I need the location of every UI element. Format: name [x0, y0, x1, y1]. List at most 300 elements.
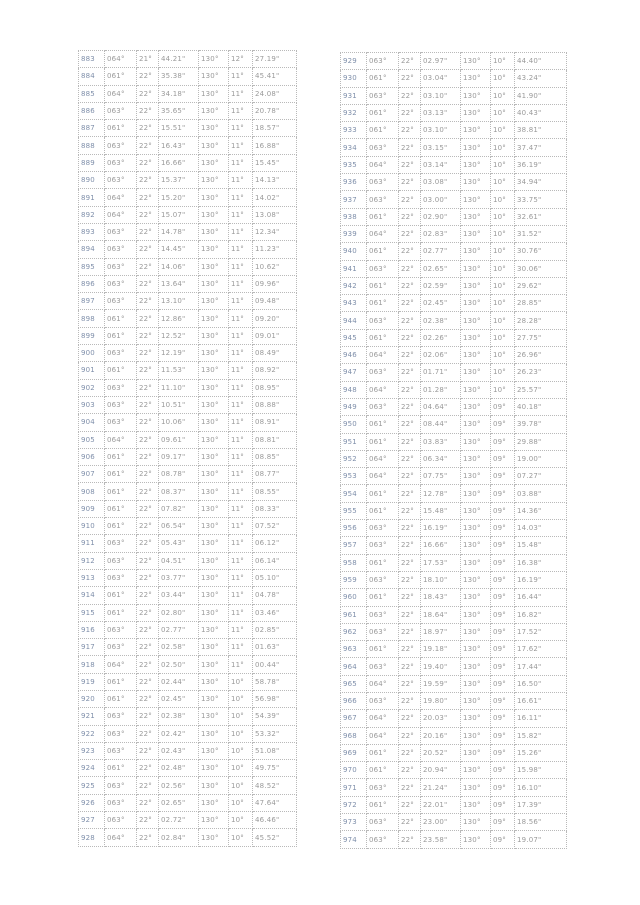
table-row — [341, 520, 567, 537]
row-number-cell: 929 — [341, 53, 367, 70]
table-cell: 130° — [461, 104, 491, 121]
table-cell: 06.54" — [159, 518, 199, 535]
table-cell: 22° — [399, 606, 421, 623]
table-cell: 11.10" — [159, 379, 199, 396]
table-cell: 02.56" — [159, 777, 199, 794]
table-cell: 130° — [461, 225, 491, 242]
table-cell: 061° — [105, 518, 137, 535]
table-cell: 130° — [461, 589, 491, 606]
table-cell: 22° — [137, 656, 159, 673]
row-number-cell: 933 — [341, 122, 367, 139]
table-row — [341, 381, 567, 398]
table-row — [341, 554, 567, 571]
table-row — [79, 293, 297, 310]
table-cell: 063° — [105, 258, 137, 275]
table-row — [341, 831, 567, 848]
table-cell: 09° — [491, 485, 515, 502]
table-cell: 39.78" — [515, 416, 567, 433]
table-cell: 08.77" — [253, 466, 297, 483]
table-cell: 09.48" — [253, 293, 297, 310]
table-cell: 32.61" — [515, 208, 567, 225]
table-cell: 22° — [137, 68, 159, 85]
table-cell: 15.45" — [253, 154, 297, 171]
table-cell: 22° — [399, 381, 421, 398]
table-cell: 22° — [137, 518, 159, 535]
row-number-cell: 913 — [79, 569, 105, 586]
table-cell: 26.96" — [515, 347, 567, 364]
row-number-cell: 914 — [79, 587, 105, 604]
table-row — [79, 275, 297, 292]
table-row — [79, 396, 297, 413]
table-cell: 11° — [229, 448, 253, 465]
table-cell: 09° — [491, 571, 515, 588]
table-cell: 44.21" — [159, 51, 199, 68]
table-cell: 20.16" — [421, 727, 461, 744]
table-cell: 11° — [229, 68, 253, 85]
table-cell: 36.19" — [515, 156, 567, 173]
table-cell: 10° — [229, 760, 253, 777]
coordinates-table-left — [78, 50, 297, 847]
row-number-cell: 887 — [79, 120, 105, 137]
table-row — [341, 364, 567, 381]
table-cell: 03.77" — [159, 569, 199, 586]
table-row — [341, 537, 567, 554]
table-row — [79, 535, 297, 552]
table-cell: 063° — [105, 535, 137, 552]
row-number-cell: 947 — [341, 364, 367, 381]
table-cell: 27.75" — [515, 329, 567, 346]
table-row — [79, 794, 297, 811]
table-row — [79, 362, 297, 379]
table-cell: 061° — [367, 502, 399, 519]
table-cell: 063° — [367, 658, 399, 675]
table-cell: 29.88" — [515, 433, 567, 450]
table-cell: 11° — [229, 223, 253, 240]
table-row — [79, 777, 297, 794]
table-row — [79, 327, 297, 344]
table-row — [79, 812, 297, 829]
table-cell: 064° — [367, 468, 399, 485]
table-row — [79, 120, 297, 137]
row-number-cell: 950 — [341, 416, 367, 433]
table-row — [341, 156, 567, 173]
table-row — [79, 345, 297, 362]
table-cell: 11° — [229, 535, 253, 552]
table-cell: 22° — [399, 744, 421, 761]
table-row — [341, 87, 567, 104]
table-row — [79, 431, 297, 448]
table-cell: 061° — [367, 104, 399, 121]
table-cell: 130° — [199, 569, 229, 586]
table-cell: 10° — [229, 777, 253, 794]
row-number-cell: 942 — [341, 277, 367, 294]
table-cell: 16.66" — [159, 154, 199, 171]
table-cell: 54.39" — [253, 708, 297, 725]
table-cell: 063° — [105, 345, 137, 362]
table-cell: 02.44" — [159, 673, 199, 690]
table-cell: 22° — [399, 641, 421, 658]
row-number-cell: 904 — [79, 414, 105, 431]
table-cell: 22° — [137, 535, 159, 552]
table-row — [341, 104, 567, 121]
table-cell: 08.91" — [253, 414, 297, 431]
row-number-cell: 953 — [341, 468, 367, 485]
table-cell: 25.57" — [515, 381, 567, 398]
table-cell: 09° — [491, 831, 515, 848]
row-number-cell: 931 — [341, 87, 367, 104]
table-cell: 09° — [491, 779, 515, 796]
table-cell: 07.52" — [253, 518, 297, 535]
table-cell: 061° — [105, 68, 137, 85]
table-cell: 130° — [199, 829, 229, 846]
table-cell: 22° — [137, 345, 159, 362]
table-cell: 064° — [367, 710, 399, 727]
table-cell: 063° — [105, 379, 137, 396]
table-cell: 22° — [137, 327, 159, 344]
table-cell: 22° — [399, 762, 421, 779]
table-cell: 061° — [367, 277, 399, 294]
table-row — [79, 673, 297, 690]
table-cell: 130° — [461, 571, 491, 588]
table-row — [341, 727, 567, 744]
row-number-cell: 908 — [79, 483, 105, 500]
table-row — [341, 468, 567, 485]
table-cell: 06.14" — [253, 552, 297, 569]
table-cell: 11° — [229, 241, 253, 258]
table-row — [79, 552, 297, 569]
table-row — [341, 225, 567, 242]
table-cell: 31.52" — [515, 225, 567, 242]
table-cell: 22° — [137, 362, 159, 379]
table-cell: 10° — [491, 381, 515, 398]
table-cell: 11.23" — [253, 241, 297, 258]
table-cell: 061° — [105, 483, 137, 500]
table-row — [341, 208, 567, 225]
table-cell: 47.64" — [253, 794, 297, 811]
table-cell: 063° — [367, 260, 399, 277]
table-cell: 22° — [137, 448, 159, 465]
table-row — [341, 416, 567, 433]
table-row — [79, 223, 297, 240]
table-cell: 15.37" — [159, 172, 199, 189]
table-cell: 064° — [105, 85, 137, 102]
table-cell: 130° — [199, 379, 229, 396]
row-number-cell: 923 — [79, 742, 105, 759]
table-cell: 22° — [399, 104, 421, 121]
table-cell: 130° — [199, 120, 229, 137]
table-cell: 04.64" — [421, 398, 461, 415]
table-cell: 130° — [461, 53, 491, 70]
table-cell: 19.18" — [421, 641, 461, 658]
table-cell: 22° — [137, 275, 159, 292]
row-number-cell: 894 — [79, 241, 105, 258]
table-cell: 130° — [199, 760, 229, 777]
table-cell: 08.33" — [253, 500, 297, 517]
table-cell: 11° — [229, 379, 253, 396]
table-cell: 22° — [399, 623, 421, 640]
table-row — [341, 139, 567, 156]
table-cell: 063° — [105, 742, 137, 759]
table-cell: 03.15" — [421, 139, 461, 156]
table-cell: 061° — [105, 604, 137, 621]
table-cell: 16.43" — [159, 137, 199, 154]
table-cell: 064° — [105, 431, 137, 448]
table-cell: 13.10" — [159, 293, 199, 310]
table-cell: 061° — [105, 466, 137, 483]
table-cell: 130° — [199, 327, 229, 344]
table-cell: 09° — [491, 623, 515, 640]
table-cell: 16.11" — [515, 710, 567, 727]
table-cell: 03.14" — [421, 156, 461, 173]
table-cell: 10° — [491, 156, 515, 173]
table-cell: 130° — [199, 708, 229, 725]
table-row — [79, 604, 297, 621]
table-cell: 20.94" — [421, 762, 461, 779]
table-cell: 40.43" — [515, 104, 567, 121]
table-cell: 130° — [199, 742, 229, 759]
row-number-cell: 907 — [79, 466, 105, 483]
table-cell: 064° — [367, 450, 399, 467]
table-cell: 20.78" — [253, 102, 297, 119]
table-cell: 130° — [461, 329, 491, 346]
table-cell: 130° — [199, 51, 229, 68]
table-cell: 51.08" — [253, 742, 297, 759]
table-cell: 061° — [105, 690, 137, 707]
table-cell: 10° — [491, 347, 515, 364]
table-cell: 130° — [461, 87, 491, 104]
table-cell: 09° — [491, 744, 515, 761]
table-cell: 11° — [229, 639, 253, 656]
table-cell: 10° — [491, 225, 515, 242]
table-row — [341, 122, 567, 139]
table-cell: 063° — [105, 293, 137, 310]
table-cell: 130° — [199, 725, 229, 742]
table-cell: 063° — [105, 708, 137, 725]
table-cell: 063° — [105, 223, 137, 240]
table-row — [79, 85, 297, 102]
row-number-cell: 895 — [79, 258, 105, 275]
table-cell: 22° — [399, 70, 421, 87]
table-cell: 063° — [105, 777, 137, 794]
table-cell: 11° — [229, 362, 253, 379]
table-row — [79, 154, 297, 171]
table-cell: 35.65" — [159, 102, 199, 119]
row-number-cell: 963 — [341, 641, 367, 658]
table-cell: 10° — [491, 208, 515, 225]
table-cell: 16.66" — [421, 537, 461, 554]
table-cell: 063° — [367, 139, 399, 156]
row-number-cell: 901 — [79, 362, 105, 379]
row-number-cell: 885 — [79, 85, 105, 102]
table-cell: 02.80" — [159, 604, 199, 621]
row-number-cell: 896 — [79, 275, 105, 292]
row-number-cell: 910 — [79, 518, 105, 535]
table-cell: 20.03" — [421, 710, 461, 727]
row-number-cell: 918 — [79, 656, 105, 673]
row-number-cell: 911 — [79, 535, 105, 552]
table-cell: 064° — [367, 675, 399, 692]
table-cell: 063° — [367, 312, 399, 329]
table-cell: 130° — [199, 518, 229, 535]
table-cell: 064° — [105, 206, 137, 223]
table-cell: 063° — [367, 692, 399, 709]
table-cell: 22° — [399, 174, 421, 191]
table-cell: 09.61" — [159, 431, 199, 448]
table-cell: 130° — [461, 468, 491, 485]
row-number-cell: 970 — [341, 762, 367, 779]
table-cell: 10° — [491, 243, 515, 260]
table-cell: 22° — [399, 122, 421, 139]
table-cell: 11° — [229, 569, 253, 586]
table-cell: 22° — [137, 466, 159, 483]
table-cell: 22° — [137, 396, 159, 413]
table-cell: 10° — [491, 122, 515, 139]
table-row — [341, 762, 567, 779]
row-number-cell: 973 — [341, 814, 367, 831]
row-number-cell: 903 — [79, 396, 105, 413]
table-row — [79, 448, 297, 465]
table-row — [341, 710, 567, 727]
table-row — [79, 621, 297, 638]
table-cell: 063° — [105, 639, 137, 656]
table-cell: 03.08" — [421, 174, 461, 191]
table-cell: 11° — [229, 587, 253, 604]
table-cell: 33.75" — [515, 191, 567, 208]
table-cell: 10.06" — [159, 414, 199, 431]
row-number-cell: 919 — [79, 673, 105, 690]
table-cell: 22° — [399, 87, 421, 104]
table-cell: 130° — [199, 466, 229, 483]
table-row — [341, 450, 567, 467]
row-number-cell: 899 — [79, 327, 105, 344]
table-row — [341, 243, 567, 260]
table-cell: 12.19" — [159, 345, 199, 362]
table-cell: 22° — [399, 675, 421, 692]
table-cell: 19.07" — [515, 831, 567, 848]
table-cell: 11° — [229, 310, 253, 327]
table-row — [341, 433, 567, 450]
table-cell: 22° — [137, 760, 159, 777]
table-cell: 22° — [137, 500, 159, 517]
row-number-cell: 916 — [79, 621, 105, 638]
table-cell: 130° — [199, 223, 229, 240]
table-cell: 10.51" — [159, 396, 199, 413]
row-number-cell: 915 — [79, 604, 105, 621]
table-cell: 04.51" — [159, 552, 199, 569]
table-cell: 34.94" — [515, 174, 567, 191]
table-cell: 130° — [461, 831, 491, 848]
table-cell: 130° — [461, 277, 491, 294]
table-cell: 58.78" — [253, 673, 297, 690]
table-cell: 18.10" — [421, 571, 461, 588]
table-row — [341, 260, 567, 277]
table-cell: 03.13" — [421, 104, 461, 121]
table-cell: 10° — [491, 260, 515, 277]
table-cell: 064° — [105, 656, 137, 673]
table-cell: 063° — [367, 174, 399, 191]
table-cell: 130° — [199, 275, 229, 292]
table-cell: 22° — [137, 431, 159, 448]
table-cell: 10° — [491, 295, 515, 312]
table-cell: 02.42" — [159, 725, 199, 742]
table-cell: 17.53" — [421, 554, 461, 571]
row-number-cell: 888 — [79, 137, 105, 154]
table-cell: 10° — [229, 673, 253, 690]
table-cell: 07.27" — [515, 468, 567, 485]
table-cell: 03.44" — [159, 587, 199, 604]
table-cell: 063° — [367, 779, 399, 796]
table-cell: 130° — [461, 260, 491, 277]
table-cell: 130° — [461, 710, 491, 727]
table-cell: 22° — [137, 812, 159, 829]
table-cell: 16.88" — [253, 137, 297, 154]
table-cell: 22° — [399, 225, 421, 242]
row-number-cell: 897 — [79, 293, 105, 310]
table-cell: 02.43" — [159, 742, 199, 759]
table-cell: 22° — [399, 295, 421, 312]
table-cell: 21.24" — [421, 779, 461, 796]
table-cell: 11° — [229, 396, 253, 413]
table-cell: 22° — [399, 450, 421, 467]
table-cell: 09° — [491, 468, 515, 485]
table-cell: 17.62" — [515, 641, 567, 658]
table-row — [79, 466, 297, 483]
table-cell: 064° — [367, 156, 399, 173]
table-cell: 17.44" — [515, 658, 567, 675]
table-cell: 17.39" — [515, 796, 567, 813]
table-row — [341, 329, 567, 346]
table-cell: 12.34" — [253, 223, 297, 240]
table-cell: 12.52" — [159, 327, 199, 344]
table-cell: 22° — [137, 241, 159, 258]
coordinates-table-right — [340, 52, 567, 849]
table-cell: 09° — [491, 796, 515, 813]
table-cell: 22° — [137, 621, 159, 638]
table-cell: 13.08" — [253, 206, 297, 223]
row-number-cell: 957 — [341, 537, 367, 554]
table-cell: 130° — [199, 85, 229, 102]
table-cell: 19.59" — [421, 675, 461, 692]
table-cell: 130° — [199, 258, 229, 275]
table-cell: 02.77" — [421, 243, 461, 260]
table-cell: 130° — [199, 812, 229, 829]
row-number-cell: 928 — [79, 829, 105, 846]
table-row — [341, 623, 567, 640]
row-number-cell: 971 — [341, 779, 367, 796]
table-cell: 19.80" — [421, 692, 461, 709]
table-cell: 16.38" — [515, 554, 567, 571]
table-row — [341, 53, 567, 70]
table-cell: 130° — [461, 243, 491, 260]
table-cell: 061° — [367, 122, 399, 139]
table-cell: 27.19" — [253, 51, 297, 68]
table-cell: 08.92" — [253, 362, 297, 379]
table-cell: 09° — [491, 606, 515, 623]
table-row — [341, 191, 567, 208]
table-cell: 130° — [461, 675, 491, 692]
table-cell: 061° — [367, 641, 399, 658]
table-cell: 130° — [461, 692, 491, 709]
table-cell: 09.17" — [159, 448, 199, 465]
table-cell: 061° — [367, 485, 399, 502]
table-cell: 02.84" — [159, 829, 199, 846]
table-cell: 061° — [367, 589, 399, 606]
row-number-cell: 951 — [341, 433, 367, 450]
table-cell: 22° — [399, 208, 421, 225]
table-cell: 061° — [367, 416, 399, 433]
table-cell: 061° — [105, 448, 137, 465]
table-cell: 11° — [229, 621, 253, 638]
